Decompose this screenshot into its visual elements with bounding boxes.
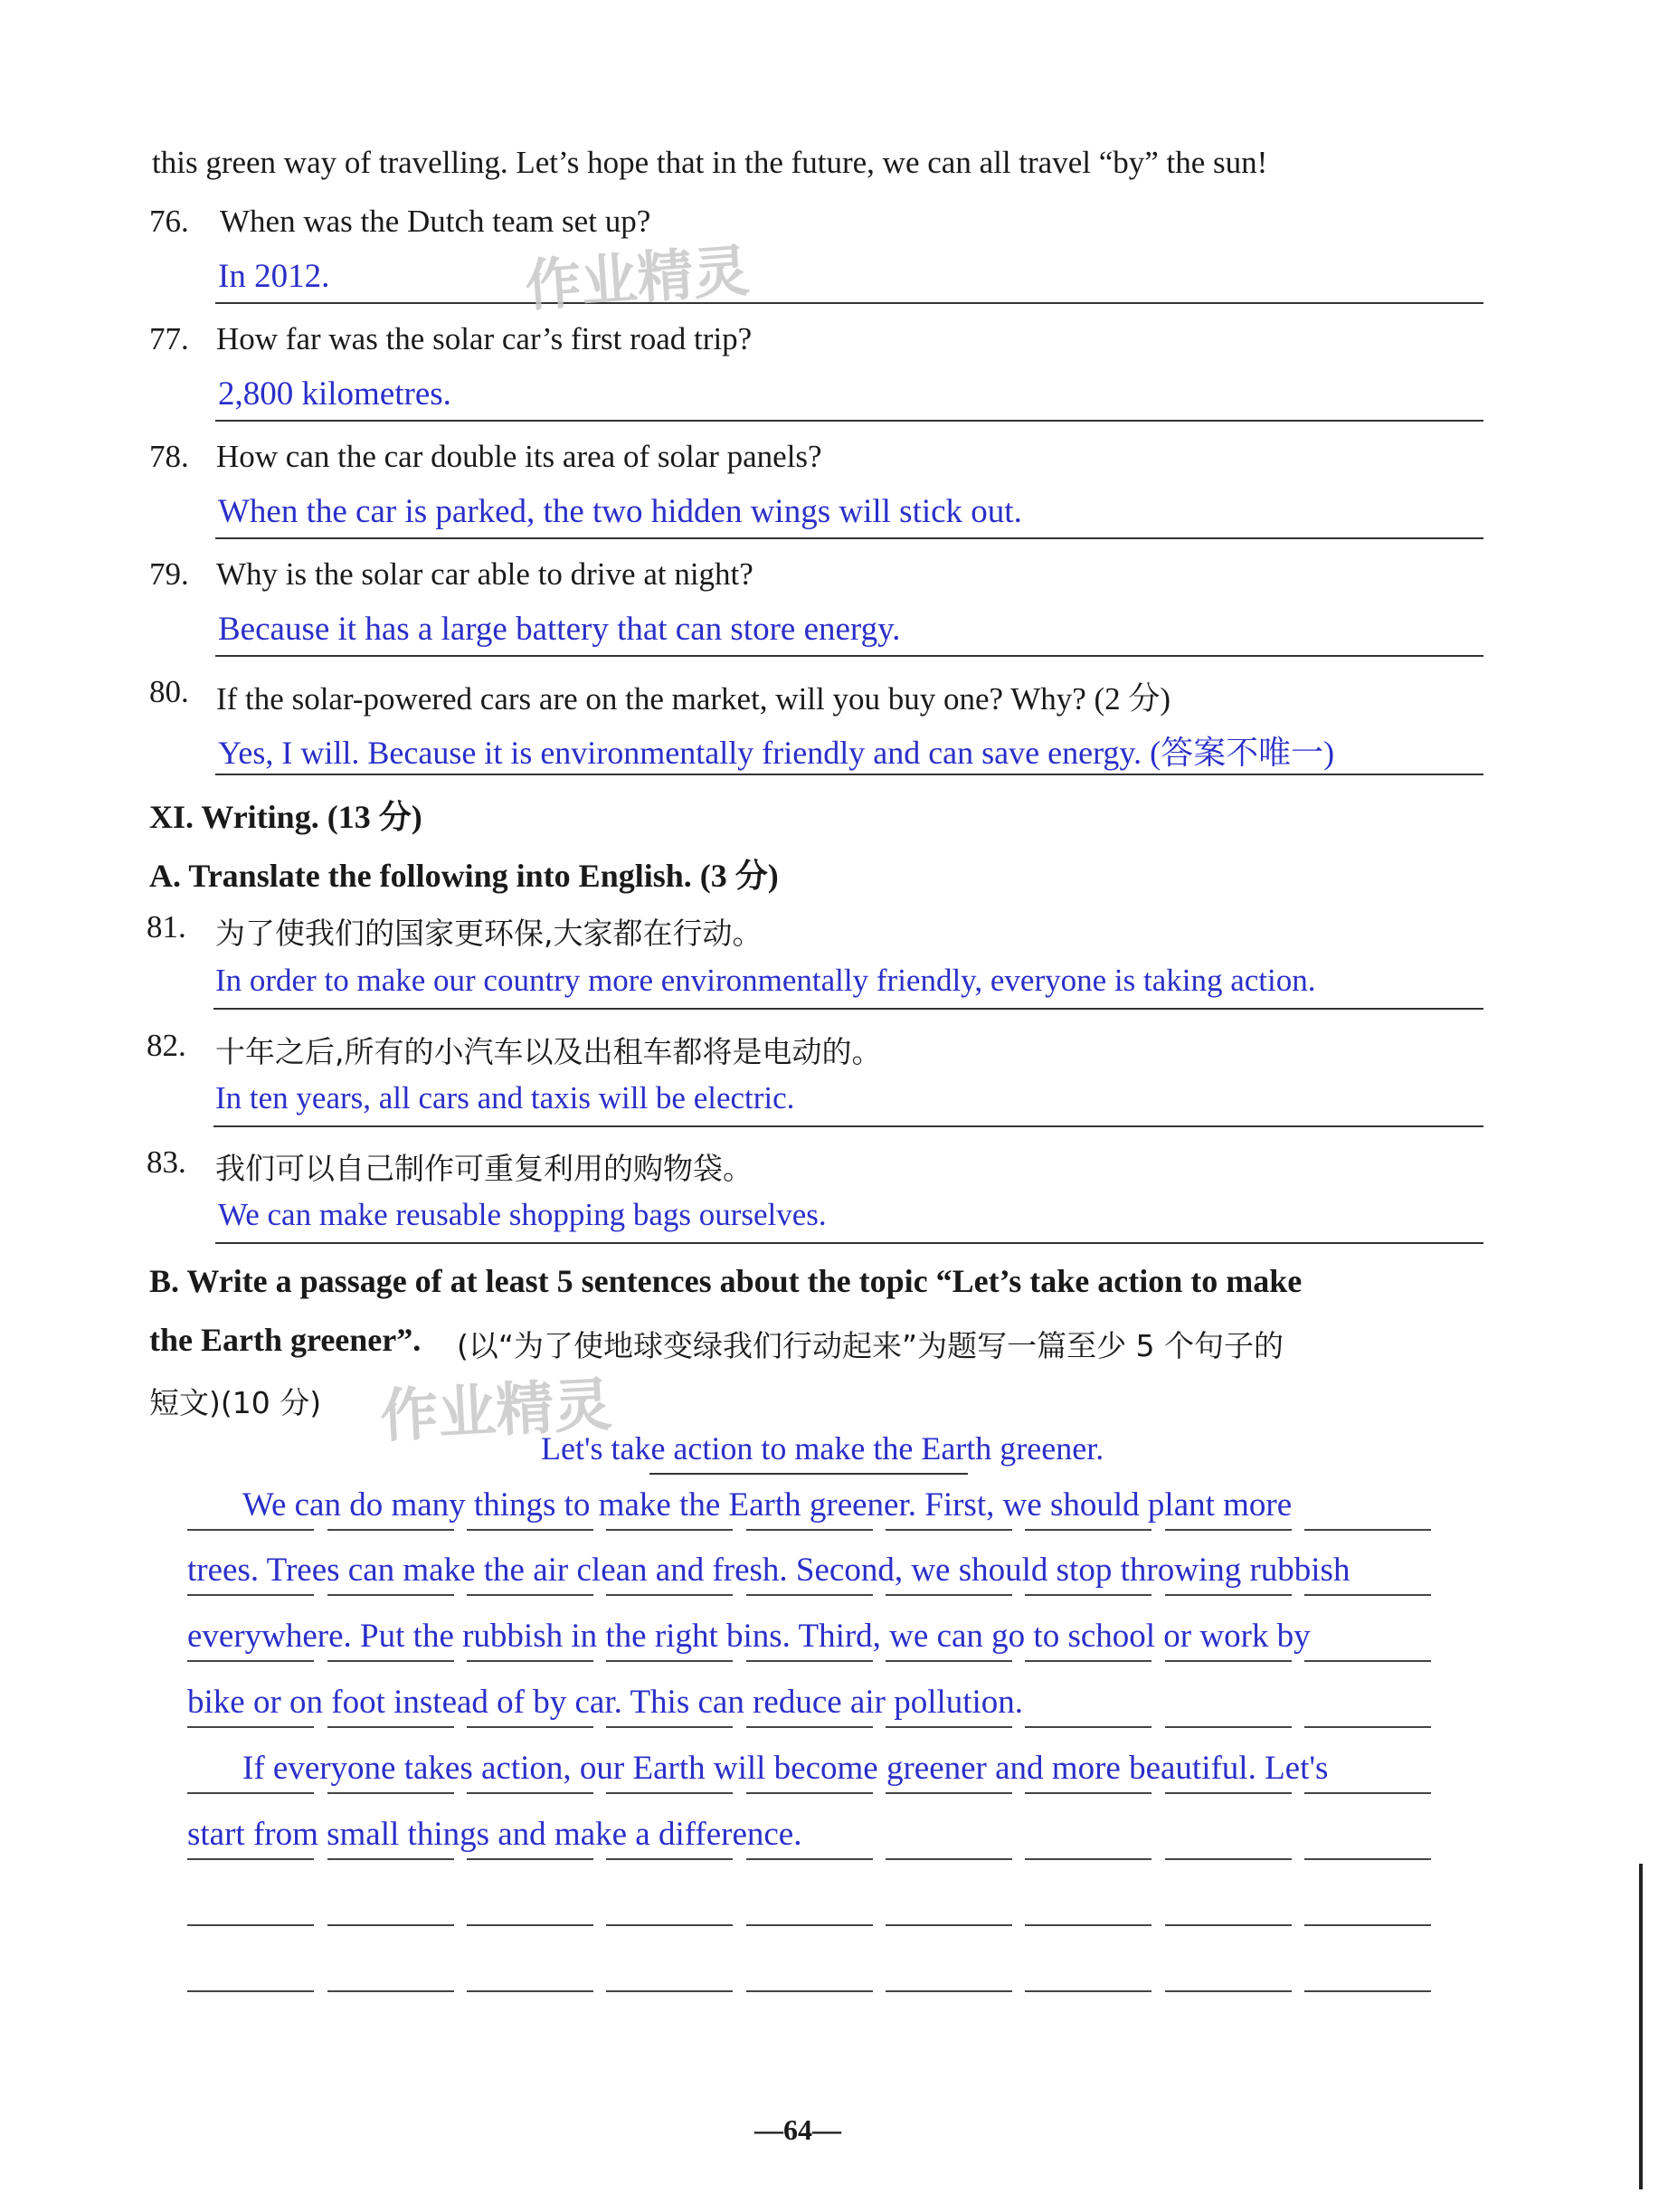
writing-line-segment <box>886 1529 1012 1531</box>
answer-line-81 <box>213 1008 1483 1010</box>
answer-line-78 <box>215 537 1483 539</box>
writing-line-segment <box>606 1660 733 1662</box>
writing-line-segment <box>606 1726 733 1728</box>
writing-line-segment <box>1165 1594 1292 1596</box>
essay-line-4: bike or on foot instead of by car. This can reduce air pollution. <box>187 1684 1024 1721</box>
question-number-82: 82. <box>147 1028 186 1063</box>
writing-line-segment <box>746 1990 873 1992</box>
chinese-sentence-83: 我们可以自己制作可重复利用的购物袋。 <box>215 1151 753 1186</box>
essay-title: Let's take action to make the Earth greener. <box>541 1430 1104 1467</box>
essay-title-underline <box>649 1473 968 1475</box>
watermark-2: 作业精灵 <box>378 1372 614 1451</box>
writing-line-segment <box>886 1726 1012 1728</box>
writing-line-segment <box>606 1529 733 1531</box>
writing-line-segment <box>886 1660 1012 1662</box>
writing-line-segment <box>1165 1858 1292 1860</box>
writing-line-segment <box>1304 1924 1431 1926</box>
writing-line-segment <box>1025 1990 1151 1992</box>
part-b-heading-line1: B. Write a passage of at least 5 sentences about the topic “Let’s take action to make <box>149 1263 1303 1299</box>
writing-line-segment <box>187 1990 314 1992</box>
writing-line-segment <box>1304 1858 1431 1860</box>
writing-line-segment <box>1165 1660 1292 1662</box>
writing-line-segment <box>606 1990 733 1992</box>
question-78: How can the car double its area of solar panels? <box>216 439 822 474</box>
writing-line-segment <box>1025 1529 1151 1531</box>
essay-line-1: We can do many things to make the Earth greener. First, we should plant more <box>242 1486 1293 1524</box>
writing-line-segment <box>606 1792 733 1794</box>
writing-line-segment <box>1304 1990 1431 1992</box>
answer-line-77 <box>215 420 1483 422</box>
answer-76: In 2012. <box>218 258 330 295</box>
writing-line-segment <box>1304 1594 1431 1596</box>
writing-line-segment <box>187 1792 314 1794</box>
writing-line-segment <box>327 1594 454 1596</box>
chinese-sentence-82: 十年之后,所有的小汽车以及出租车都将是电动的。 <box>215 1034 882 1069</box>
question-80: If the solar-powered cars are on the market, will you buy one? Why? (2 分) <box>216 681 1171 717</box>
writing-line-segment <box>606 1858 733 1860</box>
question-number-80: 80. <box>149 674 189 709</box>
question-number-83: 83. <box>147 1144 186 1180</box>
writing-line-segment <box>886 1858 1012 1860</box>
writing-line-segment <box>187 1924 314 1926</box>
writing-line-segment <box>1165 1924 1292 1926</box>
writing-line-segment <box>187 1858 314 1860</box>
writing-line-segment <box>886 1594 1012 1596</box>
writing-line-segment <box>327 1726 454 1728</box>
answer-79: Because it has a large battery that can store energy. <box>218 611 901 648</box>
writing-line-segment <box>187 1726 314 1728</box>
writing-line-segment <box>187 1594 314 1596</box>
answer-78: When the car is parked, the two hidden wings will stick out. <box>218 493 1022 530</box>
writing-line-segment <box>467 1726 593 1728</box>
writing-line-segment <box>1304 1660 1431 1662</box>
watermark-1: 作业精灵 <box>523 237 752 319</box>
writing-line-segment <box>606 1924 733 1926</box>
writing-line-segment <box>746 1594 873 1596</box>
writing-line-segment <box>1165 1726 1292 1728</box>
writing-line-segment <box>746 1858 873 1860</box>
question-79: Why is the solar car able to drive at night? <box>216 556 753 592</box>
writing-line-segment <box>1025 1660 1151 1662</box>
writing-line-segment <box>187 1529 314 1531</box>
writing-line-segment <box>1304 1726 1431 1728</box>
essay-line-6: start from small things and make a difference. <box>187 1816 802 1853</box>
writing-line-segment <box>1165 1792 1292 1794</box>
writing-line-segment <box>1025 1792 1151 1794</box>
writing-line-segment <box>467 1792 593 1794</box>
essay-line-5: If everyone takes action, our Earth will become greener and more beautiful. Let's <box>242 1750 1329 1787</box>
question-number-76: 76. <box>149 204 189 239</box>
writing-line-segment <box>327 1858 454 1860</box>
writing-line-segment <box>327 1660 454 1662</box>
question-number-81: 81. <box>147 909 186 945</box>
answer-77: 2,800 kilometres. <box>218 375 451 413</box>
writing-line-segment <box>467 1660 593 1662</box>
page-number: —64— <box>754 2113 841 2146</box>
writing-line-segment <box>1025 1924 1151 1926</box>
answer-83: We can make reusable shopping bags ourselves. <box>218 1197 827 1232</box>
writing-line-segment <box>886 1792 1012 1794</box>
scan-edge-rule <box>1639 1864 1643 2189</box>
intro-line: this green way of travelling. Let’s hope that in the future, we can all travel “by” the sun! <box>152 145 1268 180</box>
writing-line-segment <box>467 1858 593 1860</box>
writing-line-segment <box>327 1792 454 1794</box>
writing-line-segment <box>327 1529 454 1531</box>
writing-line-segment <box>467 1924 593 1926</box>
answer-line-80 <box>215 774 1483 775</box>
writing-line-segment <box>327 1924 454 1926</box>
writing-line-segment <box>187 1660 314 1662</box>
question-number-78: 78. <box>149 439 189 474</box>
writing-line-segment <box>886 1924 1012 1926</box>
writing-line-segment <box>467 1529 593 1531</box>
answer-line-82 <box>213 1125 1483 1127</box>
writing-line-segment <box>1025 1594 1151 1596</box>
question-77: How far was the solar car’s first road trip? <box>216 321 753 356</box>
writing-line-segment <box>1025 1726 1151 1728</box>
part-b-chinese-instruction: (以“为了使地球变绿我们行动起来”为题写一篇至少 5 个句子的 <box>457 1328 1284 1363</box>
writing-line-segment <box>1165 1990 1292 1992</box>
answer-82: In ten years, all cars and taxis will be electric. <box>215 1080 795 1115</box>
writing-line-segment <box>467 1594 593 1596</box>
writing-line-segment <box>746 1660 873 1662</box>
writing-line-segment <box>1304 1529 1431 1531</box>
question-number-79: 79. <box>149 556 189 592</box>
question-76: When was the Dutch team set up? <box>220 204 651 239</box>
writing-line-segment <box>746 1529 873 1531</box>
writing-line-segment <box>886 1990 1012 1992</box>
writing-line-segment <box>467 1990 593 1992</box>
part-b-heading-line2: the Earth greener”. <box>149 1322 422 1358</box>
chinese-sentence-81: 为了使我们的国家更环保,大家都在行动。 <box>215 916 763 951</box>
question-number-77: 77. <box>149 321 189 356</box>
answer-line-79 <box>215 655 1483 657</box>
essay-line-2: trees. Trees can make the air clean and fresh. Second, we should stop throwing rubbish <box>187 1552 1351 1589</box>
writing-line-segment <box>1025 1858 1151 1860</box>
section-writing-heading: XI. Writing. (13 分) <box>149 799 422 835</box>
part-a-heading: A. Translate the following into English. (3 分) <box>149 858 779 894</box>
writing-line-segment <box>327 1990 454 1992</box>
writing-line-segment <box>1304 1792 1431 1794</box>
answer-line-76 <box>215 302 1483 304</box>
answer-81: In order to make our country more environmentally friendly, everyone is taking action. <box>215 963 1316 998</box>
writing-line-segment <box>746 1924 873 1926</box>
writing-line-segment <box>746 1792 873 1794</box>
writing-line-segment <box>606 1594 733 1596</box>
writing-line-segment <box>746 1726 873 1728</box>
essay-line-3: everywhere. Put the rubbish in the right bins. Third, we can go to school or work by <box>187 1618 1311 1655</box>
writing-line-segment <box>1165 1529 1292 1531</box>
part-b-heading-line3: 短文)(10 分) <box>149 1385 322 1420</box>
answer-line-83 <box>215 1242 1483 1244</box>
answer-80: Yes, I will. Because it is environmentally friendly and can save energy. (答案不唯一) <box>218 735 1335 771</box>
